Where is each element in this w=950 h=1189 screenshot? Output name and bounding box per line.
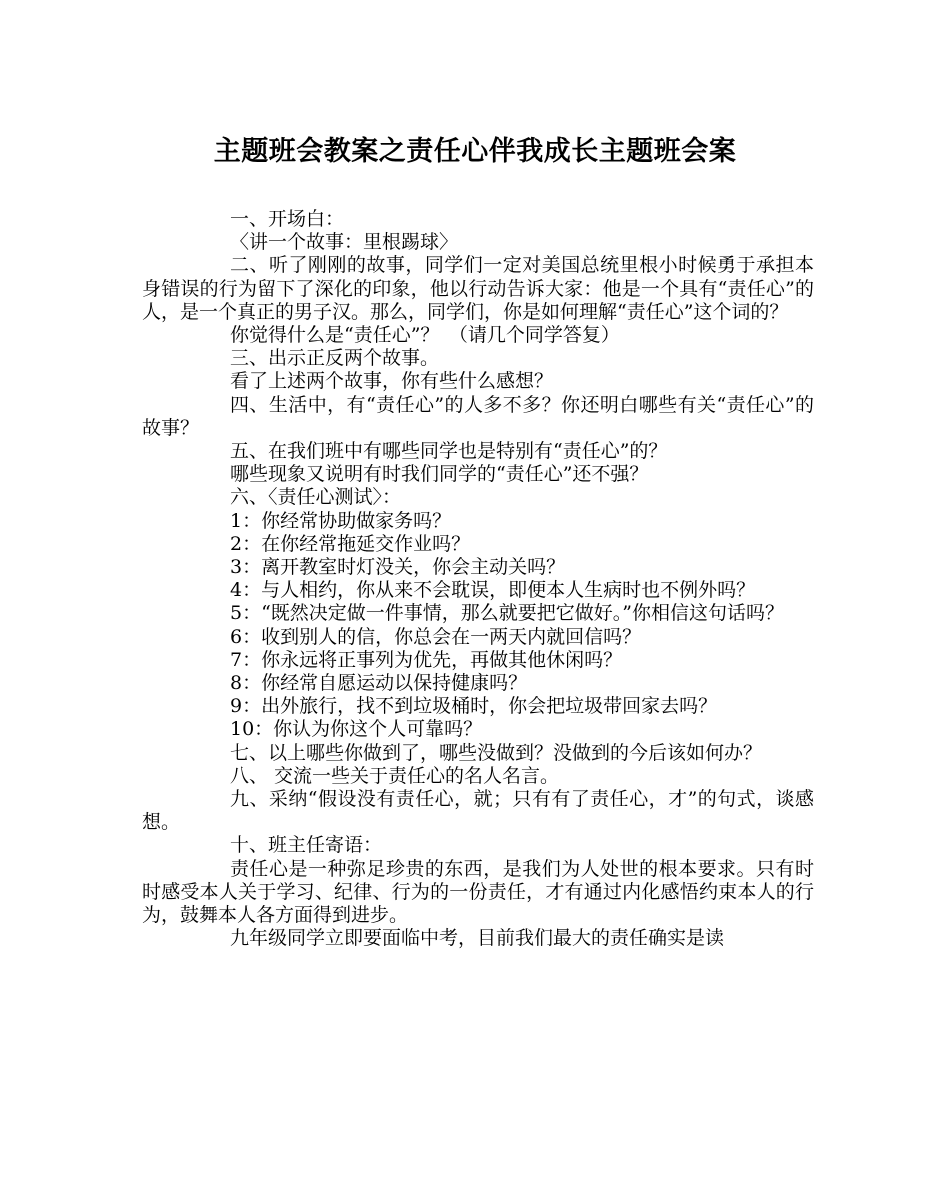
section-five-followup: 哪些现象又说明有时我们同学的“责任心”还不强？ xyxy=(230,463,649,486)
test-item: 5：“既然决定做一件事情，那么就要把它做好。”你相信这句话吗？ xyxy=(230,602,785,625)
section-opening: 一、开场白： xyxy=(230,208,345,230)
section-seven: 七、以上哪些你做到了，哪些没做到？没做到的今后该如何办？ xyxy=(230,741,763,764)
question-responsibility: 你觉得什么是“责任心”？ （请几个同学答复） xyxy=(230,324,620,347)
test-item: 2：在你经常拖延交作业吗？ xyxy=(230,532,471,555)
test-item: 1：你经常协助做家务吗？ xyxy=(230,509,452,532)
test-item: 6：收到别人的信，你总会在一两天内就回信吗？ xyxy=(230,625,642,648)
test-item: 3：离开教室时灯没关，你会主动关吗？ xyxy=(230,556,566,579)
test-item: 10：你认为你这个人可靠吗？ xyxy=(230,718,483,741)
test-item: 8：你经常自愿运动以保持健康吗？ xyxy=(230,672,528,695)
section-five: 五、在我们班中有哪些同学也是特别有“责任心”的？ xyxy=(230,440,668,463)
document-title: 主题班会教案之责任心伴我成长主题班会案 xyxy=(213,136,737,167)
section-three: 三、出示正反两个故事。 xyxy=(230,347,440,370)
teacher-message: 责任心是一种弥足珍贵的东西，是我们为人处世的根本要求。只有时时感受本人关于学习、纪律、行为的一份责任，才有通过内化感悟约束本人的行为，鼓舞本人各方面得到进步。 xyxy=(142,857,814,927)
section-ten: 十、班主任寄语： xyxy=(230,834,383,857)
test-item: 4：与人相约，你从来不会耽误，即便本人生病时也不例外吗？ xyxy=(230,579,756,602)
reflection-question: 看了上述两个故事，你有些什么感想？ xyxy=(230,370,554,393)
story-note: 〈讲一个故事：里根踢球〉 xyxy=(230,231,459,254)
document-body xyxy=(142,208,814,951)
test-item: 9：出外旅行，找不到垃圾桶时，你会把垃圾带回家去吗？ xyxy=(230,695,718,718)
section-eight: 八、 交流一些关于责任心的名人名言。 xyxy=(230,764,560,787)
section-two: 二、听了刚刚的故事，同学们一定对美国总统里根小时候勇于承担本身错误的行为留下了深化的印象，他以行动告诉大家：他是一个具有“责任心”的人，是一个真正的男子汉。那么，同学们，你是如何理解“责任心”这个词的？ xyxy=(142,254,814,323)
teacher-message-continued: 九年级同学立即要面临中考，目前我们最大的责任确实是读 xyxy=(230,927,725,950)
section-six: 六、〈责任心测试〉： xyxy=(230,486,402,509)
section-four: 四、生活中，有“责任心”的人多不多？你还明白哪些有关“责任心”的故事？ xyxy=(142,393,814,439)
test-item: 7：你永远将正事列为优先，再做其他休闲吗？ xyxy=(230,648,623,671)
section-nine: 九、采纳“假设没有责任心，就；只有有了责任心，才”的句式，谈感想。 xyxy=(142,788,814,834)
